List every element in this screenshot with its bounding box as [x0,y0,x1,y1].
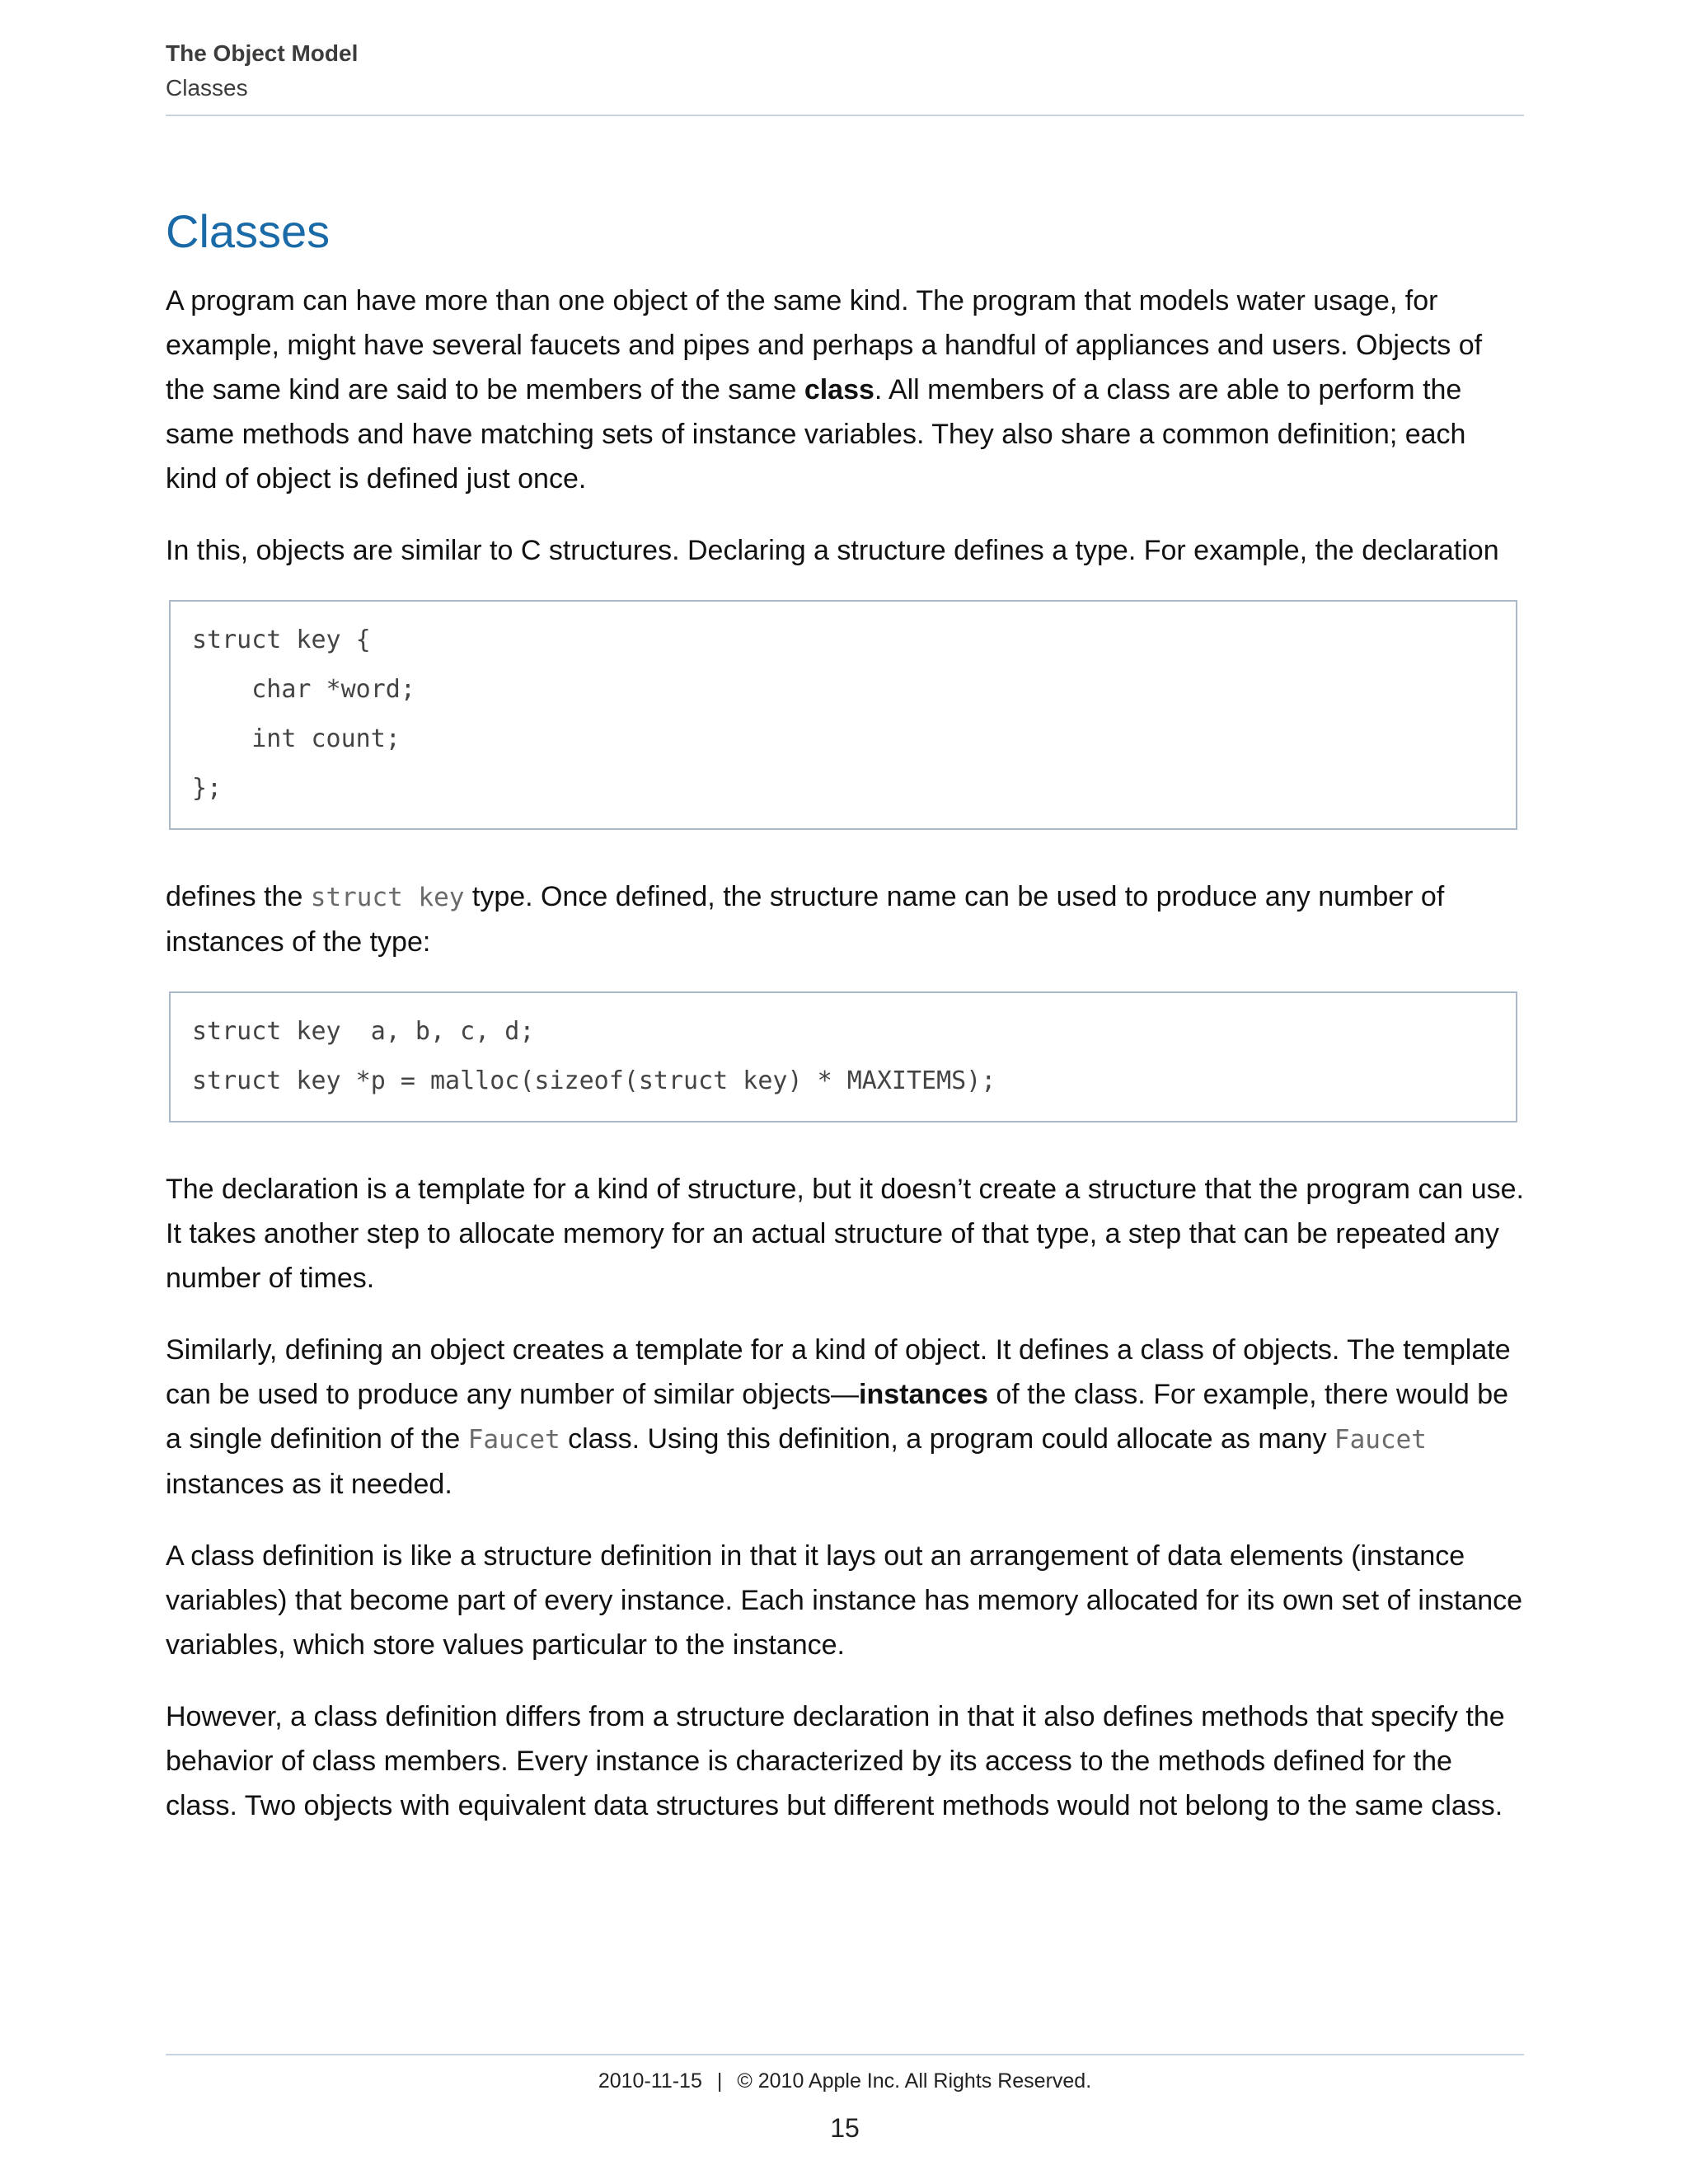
paragraph-text: . All members of a class are able to perform the same methods and have matching sets of instance variables. They also share a common definition; each kind of object is defined just once. [166,374,1466,494]
paragraph-text: of the class. For example, there would be a single definition of the [166,1379,1509,1455]
code-line: char *word; [192,675,415,704]
footer-copyright: © 2010 Apple Inc. All Rights Reserved. [737,2069,1092,2093]
paragraph-c-structures: In this, objects are similar to C structures. Declaring a structure defines a type. For example, the declaration [166,535,1499,566]
header-divider [166,115,1524,116]
code-block-struct-declaration [169,600,1517,830]
code-line: int count; [192,724,401,753]
inline-code-struct-key: struct key [310,883,465,912]
paragraph-methods: However, a class definition differs from a structure declaration in that it also defines methods that specify the behavior of class members. Every instance is characterized by its access to the methods defined for the class. Two objects with equivalent data structures but different methods would not belong to the same class. [166,1701,1505,1821]
term-class: class [804,374,874,405]
main-content [166,194,1524,1855]
running-header [166,36,1524,105]
code-line: }; [192,774,223,803]
paragraph-text: Similarly, defining an object creates a template for a kind of object. It defines a class of objects. The template can be used to produce any number of similar objects— [166,1334,1511,1410]
footer-date: 2010-11-15 [598,2069,702,2093]
header-chapter-title: The Object Model [166,40,359,66]
paragraph-text: A program can have more than one object of the same kind. The program that models water usage, for example, might have several faucets and pipes and perhaps a handful of appliances and users. Objects of the same kind are said to be members of the same [166,285,1483,405]
inline-code-faucet: Faucet [1334,1425,1427,1455]
paragraph-text: defines the [166,881,311,912]
page-footer [166,2064,1524,2097]
paragraph-instances [166,1328,1524,1507]
term-instances: instances [859,1379,988,1410]
paragraph-class-definition: A class definition is like a structure definition in that it lays out an arrangement of data elements (instance variables) that become part of every instance. Each instance has memory allocated for its own set of instance variables, which store values particular to the instance. [166,1540,1523,1661]
paragraph-template: The declaration is a template for a kind of structure, but it doesn’t create a structure that the program can use. It takes another step to allocate memory for an actual structure of that type, a step that can be repeated any number of times. [166,1174,1524,1294]
code-line: struct key { [192,626,371,654]
paragraph-text: class. Using this definition, a program could allocate as many [560,1423,1334,1455]
code-line: struct key *p = malloc(sizeof(struct key) * MAXITEMS); [192,1066,996,1095]
inline-code-faucet: Faucet [467,1425,560,1455]
paragraph-classes-intro [166,279,1524,501]
paragraph-text: instances as it needed. [166,1469,452,1500]
footer-divider [166,2054,1524,2055]
paragraph-defines-struct [166,874,1524,964]
footer-separator: | [716,2069,723,2093]
code-line: struct key a, b, c, d; [192,1017,535,1046]
header-section-title: Classes [166,75,248,101]
code-block-struct-instances [169,991,1517,1122]
section-heading: Classes [166,205,331,257]
paragraph-text: type. Once defined, the structure name can be used to produce any number of instances of the type: [166,881,1445,958]
page-number: 15 [830,2113,860,2143]
